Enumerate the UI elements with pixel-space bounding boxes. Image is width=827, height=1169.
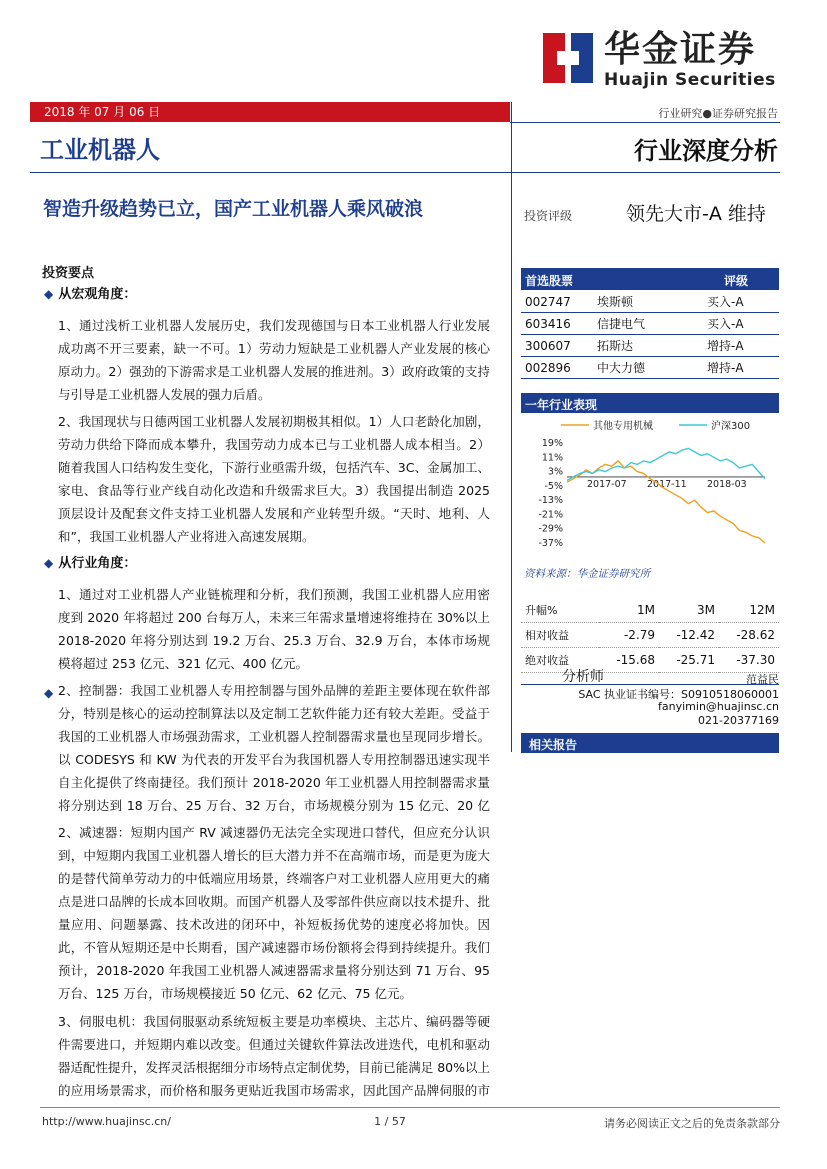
brand-logo-mark	[543, 33, 593, 83]
analyst-phone: 021-20377169	[698, 714, 779, 727]
table-row	[521, 648, 779, 673]
y-tick-label: 3%	[547, 466, 563, 478]
analyst-heading: 分析师	[562, 669, 604, 685]
series-line	[567, 461, 765, 543]
footer-disclaimer: 请务必阅读正文之后的免责条款部分	[604, 1117, 780, 1130]
returns-value: -28.62	[719, 623, 779, 648]
report-title: 智造升级趋势已立，国产工业机器人乘风破浪	[43, 198, 424, 220]
stock-table	[521, 291, 779, 379]
report-date: 2018 年 07 月 06 日	[44, 105, 161, 119]
brand-name-cn: 华金证券	[604, 29, 757, 70]
rating-label: 投资评级	[524, 209, 573, 223]
chart-source: 资料来源：华金证券研究所	[524, 568, 650, 580]
returns-label: 相对收益	[521, 623, 599, 648]
report-category: 行业研究●证券研究报告	[658, 107, 778, 120]
returns-value: -37.30	[719, 648, 779, 673]
returns-label: 绝对收益	[521, 648, 599, 673]
macro-label: 从宏观角度：	[58, 287, 137, 302]
analyst-name: 范益民	[746, 673, 779, 686]
legend-label: 沪深300	[711, 421, 751, 432]
legend-label: 其他专用机械	[593, 421, 653, 432]
stock-rating: 买入-A	[703, 313, 779, 335]
diamond-bullet-icon: ◆	[44, 556, 54, 570]
stock-name: 拓斯达	[593, 335, 703, 357]
macro-paragraph-1: 1、通过浅析工业机器人发展历史，我们发现德国与日本工业机器人行业发展成功离不开三要素，缺一不可。1）劳动力短缺是工业机器人产业发展的核心原动力。2）强劲的下游需求是工业机器人发展的推进剂。3）政府政策的支持与引导是工业机器人发展的强力后盾。	[58, 318, 490, 402]
returns-value: -15.68	[599, 648, 659, 673]
x-tick-label: 2017-11	[647, 478, 687, 490]
brand-name-en: Huajin Securities	[604, 70, 776, 90]
performance-header	[521, 393, 779, 413]
rating-value: 领先大市-A 维持	[626, 203, 766, 225]
header-rule	[510, 122, 780, 123]
stock-rating: 增持-A	[703, 357, 779, 379]
table-row	[521, 335, 779, 357]
industry-paragraph-4: 3、伺服电机：我国伺服驱动系统短板主要是功率模块、主芯片、编码器等硬件需要进口，并短期内难以改变。但通过关键软件算法改进迭代，电机和驱动器适配性提升，发挥灵活根据细分市场特点定制优势，目前已能满足 80%以上的应用场景需求，而价格和服务更贴近我国市场需求，因此国产品牌伺服的市	[58, 1014, 490, 1098]
returns-value: -12.42	[659, 623, 719, 648]
y-tick-label: -29%	[538, 523, 563, 535]
y-tick-label: -37%	[538, 538, 563, 549]
y-tick-label: 19%	[541, 438, 563, 449]
returns-header: 1M	[599, 598, 659, 623]
returns-header: 3M	[659, 598, 719, 623]
section-heading: 投资要点	[42, 266, 95, 281]
page-number: 1 / 57	[374, 1115, 406, 1128]
stock-name: 埃斯顿	[593, 291, 703, 313]
table-row	[521, 357, 779, 379]
series-line	[567, 448, 765, 480]
column-divider	[511, 172, 512, 752]
y-tick-label: 11%	[541, 452, 563, 464]
returns-value: -25.71	[659, 648, 719, 673]
y-tick-label: -13%	[538, 495, 563, 507]
stock-table-header	[521, 268, 779, 290]
header-bottom-rule	[30, 172, 780, 173]
footer-url[interactable]: http://www.huajinsc.cn/	[42, 1115, 171, 1128]
y-tick-label: -5%	[544, 480, 563, 492]
diamond-bullet-icon: ◆	[44, 686, 54, 700]
stock-rating: 增持-A	[703, 335, 779, 357]
industry-paragraph-1: 1、通过对工业机器人产业链梳理和分析，我们预测，我国工业机器人应用密度到 2020 年将超过 200 台每万人，未来三年需求量增速将维持在 30%以上 2018-2020 年将分别达到 19.2 万台、25.3 万台、32.9 万台，本体市场规模将超过 253 亿元、321 亿元、400 亿元。	[58, 587, 490, 671]
related-reports-header	[521, 733, 779, 753]
x-tick-label: 2018-03	[707, 478, 747, 490]
stock-rating: 买入-A	[703, 291, 779, 313]
report-type: 行业深度分析	[634, 137, 778, 165]
stock-code: 002747	[521, 291, 593, 313]
table-row	[521, 623, 779, 648]
table-row	[521, 313, 779, 335]
stock-header-right: 评级	[724, 274, 749, 288]
analyst-cert: SAC 执业证书编号：S0910518060001	[578, 688, 779, 701]
industry-name: 工业机器人	[40, 136, 160, 164]
footer-rule	[40, 1107, 780, 1108]
table-row	[521, 291, 779, 313]
y-tick-label: -21%	[538, 509, 563, 521]
x-tick-label: 2017-07	[587, 478, 627, 490]
analyst-email[interactable]: fanyimin@huajinsc.cn	[658, 700, 779, 713]
returns-table	[521, 598, 779, 673]
stock-code: 002896	[521, 357, 593, 379]
returns-header: 12M	[719, 598, 779, 623]
returns-header: 升幅%	[521, 598, 599, 623]
stock-code: 603416	[521, 313, 593, 335]
macro-heading	[44, 283, 136, 302]
header-divider	[511, 102, 512, 172]
performance-chart	[521, 415, 779, 565]
industry-paragraph-3: 2、减速器：短期内国产 RV 减速器仍无法完全实现进口替代，但应充分认识到，中短期内我国工业机器人增长的巨大潜力并不在高端市场，而是更为庞大的是替代简单劳动力的中低端应用场景，终端客户对工业机器人应用更大的痛点是进口品牌的长成本回收期。而国产机器人及零部件供应商以技术提升、批量应用、问题暴露、技术改进的闭环中，补短板扬优势的速度必将加快。因此，不管从短期还是中长期看，国产减速器市场份额将会得到持续提升。我们预计，2018-2020 年我国工业机器人减速器需求量将分别达到 71 万台、95 万台、125 万台，市场规模接近 50 亿元、62 亿元、75 亿元。	[58, 825, 490, 1001]
stock-name: 信捷电气	[593, 313, 703, 335]
performance-title: 一年行业表现	[525, 398, 598, 412]
stock-name: 中大力德	[593, 357, 703, 379]
industry-label: 从行业角度：	[58, 556, 137, 571]
stock-code: 300607	[521, 335, 593, 357]
returns-value: -2.79	[599, 623, 659, 648]
stock-header-left: 首选股票	[525, 274, 574, 288]
related-title: 相关报告	[529, 738, 578, 752]
industry-heading	[44, 552, 136, 571]
industry-paragraph-2: 2、控制器：我国工业机器人专用控制器与国外品牌的差距主要体现在软件部分，特别是核心的运动控制算法以及定制工艺软件能力还有较大差距。受益于我国的工业机器人市场强劲需求，工业机器人控制器需求量也呈现同步增长。以 CODESYS 和 KW 为代表的开发平台为我国机器人专用控制器迅速实现半自主化提供了终南捷径。我们预计 2018-2020 年工业机器人用控制器需求量将分别达到 18 万台、25 万台、32 万台，市场规模分别为 15 亿元、20 亿	[58, 683, 490, 813]
macro-paragraph-2: 2、我国现状与日德两国工业机器人发展初期极其相似。1）人口老龄化加剧，劳动力供给下降而成本攀升，我国劳动力成本已与工业机器人成本相当。2）随着我国人口结构发生变化，下游行业亟需升级，包括汽车、3C、金属加工、家电、食品等行业产线自动化改造和升级需求巨大。3）我国提出制造 2025 顶层设计及配套文件支持工业机器人发展和产业转型升级。“天时、地利、人和”，我国工业机器人产业将进入高速发展期。	[58, 414, 490, 544]
diamond-bullet-icon: ◆	[44, 287, 54, 301]
table-row	[521, 598, 779, 623]
